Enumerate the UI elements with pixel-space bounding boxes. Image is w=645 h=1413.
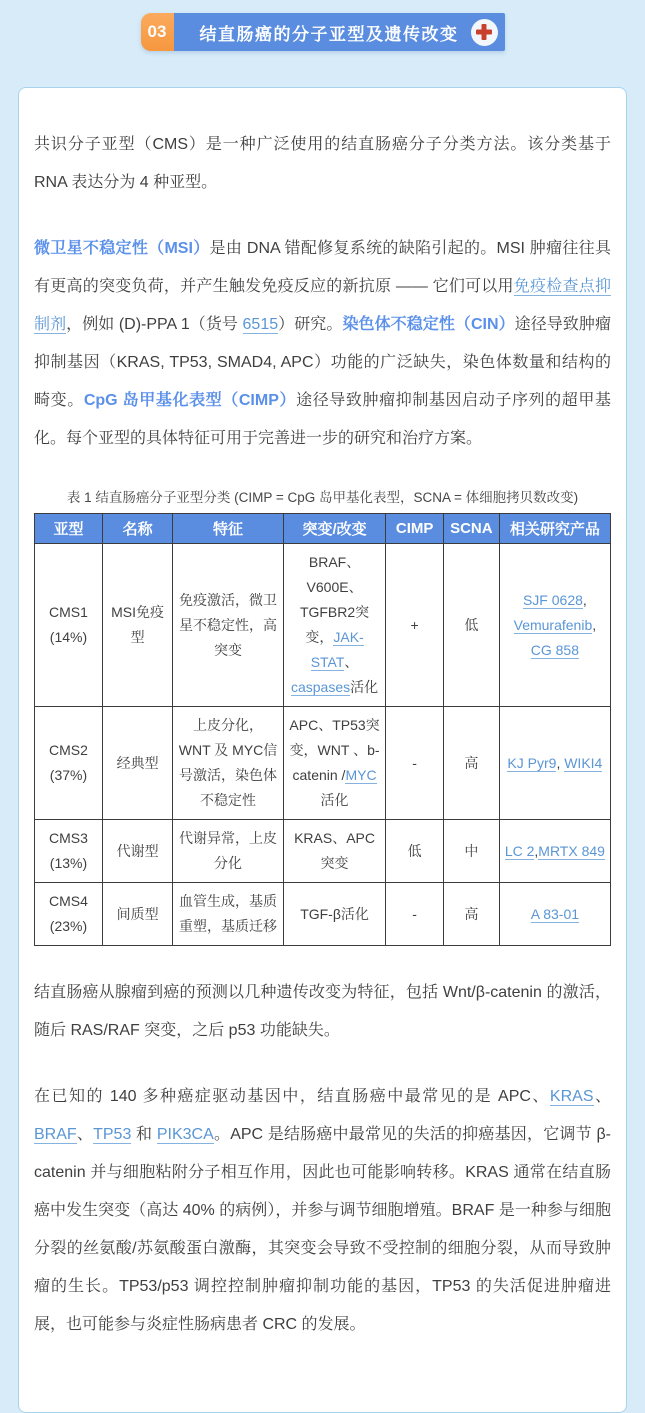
text-run: , (534, 842, 539, 859)
table-cell (35, 544, 103, 707)
paragraph-cms-intro (34, 126, 611, 202)
table-cell (386, 544, 444, 707)
text-run: - (412, 754, 417, 771)
paragraph-driver-genes (34, 1078, 611, 1344)
text-run: 上皮分化，WNT 及 MYC信号激活，染色体不稳定性 (178, 717, 278, 808)
table-cell (499, 883, 610, 946)
inline-link[interactable]: JAK-STAT (310, 629, 364, 670)
text-run: 经典型 (116, 754, 159, 771)
text-run: 血管生成，基质重塑，基质迁移 (179, 893, 277, 934)
table-header-cell: 名称 (102, 514, 172, 544)
text-run: CMS2 (37%) (49, 742, 88, 783)
inline-link[interactable]: Vemurafenib (513, 616, 593, 633)
text-run: 、 (344, 654, 359, 670)
table-cell (35, 820, 103, 883)
table-row (35, 544, 611, 707)
table-cell (443, 544, 499, 707)
table-cell (443, 883, 499, 946)
table-cell (102, 820, 172, 883)
table-cell (102, 707, 172, 820)
inline-link[interactable]: BRAF (34, 1126, 77, 1143)
section-header-group (141, 13, 505, 51)
text-run: , (592, 616, 597, 633)
table-cell (173, 544, 284, 707)
table-cell (443, 707, 499, 820)
highlight-term: CpG 岛甲基化表型（CIMP） (83, 392, 297, 409)
section-header (0, 0, 645, 51)
table-cell (35, 883, 103, 946)
text-run: 是由 DNA 错配修复系统的缺陷引起的。MSI 肿瘤往往具有更高的突变负荷，并产生触发免疫反应的新抗原 —— 它们可以用 (34, 240, 611, 295)
inline-link[interactable]: TP53 (93, 1126, 132, 1143)
text-run: 免疫激活，微卫星不稳定性，高突变 (179, 591, 277, 658)
table-cell (386, 707, 444, 820)
table-body (35, 544, 611, 946)
section-number-badge: 03 (141, 13, 174, 51)
table-cell (173, 707, 284, 820)
highlight-term: 染色体不稳定性（CIN） (342, 316, 515, 333)
inline-link[interactable]: KRAS (549, 1088, 594, 1105)
table-cell (283, 707, 386, 820)
text-run: 在已知的 140 多种癌症驱动基因中，结直肠癌中最常见的是 APC、 (34, 1088, 550, 1105)
text-run: BRAF、V600E、TGFBR2突变， (299, 554, 370, 645)
table-cell (173, 883, 284, 946)
text-run: 活化 (350, 679, 379, 695)
text-run: 。APC 是结肠癌中最常见的失活的抑癌基因，它调节 β-catenin 并与细胞粘附分子相互作用，因此也可能影响转移。KRAS 通常在结直肠癌中发生突变（高达 40% 的病例），并参与调节细胞增殖。BRAF 是一种参与细胞分裂的丝氨酸/苏氨酸蛋白激酶，其突变会导致不受控制的细胞分裂，从而导致肿瘤的生长。TP53/p53 调控控制肿瘤抑制功能的基因，TP53 的失活促进肿瘤进展，也可能参与炎症性肠病患者 CRC 的发展。 (34, 1126, 611, 1333)
text-run: 低 (464, 616, 479, 633)
text-run: - (412, 905, 417, 922)
table-header-row (35, 514, 611, 544)
text-run: + (410, 616, 419, 633)
inline-link[interactable]: 免疫检查点抑制剂 (34, 278, 611, 333)
text-run: 活化 (320, 792, 349, 808)
table-cell (386, 820, 444, 883)
text-run: 代谢异常，上皮分化 (179, 830, 277, 871)
table-header-cell: 突变/改变 (283, 514, 386, 544)
text-run: 高 (464, 905, 479, 922)
table-cell (443, 820, 499, 883)
table-cell (283, 544, 386, 707)
table-cell (102, 544, 172, 707)
inline-link[interactable]: MYC (345, 767, 377, 783)
inline-link[interactable]: PIK3CA (156, 1126, 214, 1143)
inline-link[interactable]: MRTX 849 (538, 842, 605, 859)
table-cell (386, 883, 444, 946)
inline-link[interactable]: 6515 (242, 316, 279, 333)
text-run: 结直肠癌从腺瘤到癌的预测以几种遗传改变为特征，包括 Wnt/β-catenin 的激活，随后 RAS/RAF 突变，之后 p53 功能缺失。 (34, 984, 611, 1039)
table-header-cell: 亚型 (35, 514, 103, 544)
table-header-cell: 相关研究产品 (499, 514, 610, 544)
inline-link[interactable]: WIKI4 (564, 754, 603, 771)
table-cell (499, 707, 610, 820)
table-cell (35, 707, 103, 820)
text-run: , (556, 754, 565, 771)
text-run: 和 (131, 1126, 157, 1143)
table-row (35, 707, 611, 820)
text-run: 中 (464, 842, 479, 859)
inline-link[interactable]: LC 2 (504, 842, 535, 859)
text-run: 途径导致肿瘤抑制基因（KRAS, TP53, SMAD4, APC）功能的广泛缺失，染色体数量和结构的畸变。 (34, 316, 611, 409)
text-run: ，例如 (D)-PPA 1（货号 (66, 316, 243, 333)
table-row (35, 883, 611, 946)
highlight-term: 微卫星不稳定性（MSI） (34, 240, 210, 257)
table-header-cell: CIMP (386, 514, 444, 544)
table-cell (173, 820, 284, 883)
table-row (35, 820, 611, 883)
text-run: 途径导致肿瘤抑制基因启动子序列的超甲基化。每个亚型的具体特征可用于完善进一步的研究和治疗方案。 (34, 392, 611, 447)
inline-link[interactable]: SJF 0628 (522, 591, 583, 608)
inline-link[interactable]: caspases (290, 679, 351, 695)
text-run: TGF-β活化 (300, 905, 369, 922)
paragraph-subtype-pathways (34, 230, 611, 458)
subtype-table (34, 513, 611, 946)
table-caption: 表 1 结直肠癌分子亚型分类 (CIMP = CpG 岛甲基化表型，SCNA = 体细胞拷贝数改变) (66, 490, 579, 505)
table-cell (102, 883, 172, 946)
inline-link[interactable]: CG 858 (530, 641, 579, 658)
paragraph-progression (34, 974, 611, 1050)
text-run: 低 (407, 842, 422, 859)
section-title-bar (174, 13, 505, 51)
text-run: 代谢型 (116, 842, 159, 859)
table-cell (283, 883, 386, 946)
table-header-cell: 特征 (173, 514, 284, 544)
inline-link[interactable]: KJ Pyr9 (507, 754, 557, 771)
text-run: ）研究。 (278, 316, 343, 333)
table-cell (499, 820, 610, 883)
table-cell (283, 820, 386, 883)
table-cell (499, 544, 610, 707)
text-run: 间质型 (116, 905, 159, 922)
text-run: 共识分子亚型（CMS）是一种广泛使用的结直肠癌分子分类方法。该分类基于 RNA 表达分为 4 种亚型。 (34, 136, 611, 191)
medical-plus-icon (471, 19, 498, 46)
text-run: , (582, 591, 587, 608)
table-header-cell: SCNA (443, 514, 499, 544)
text-run: KRAS、APC 突变 (294, 830, 376, 871)
section-title: 结直肠癌的分子亚型及遗传改变 (199, 24, 459, 44)
content-panel (18, 87, 627, 1413)
text-run: CMS3 (13%) (49, 830, 88, 871)
text-run: CMS1 (14%) (49, 604, 88, 645)
text-run: 高 (464, 754, 479, 771)
text-run: APC、TP53突变，WNT 、b-catenin / (289, 717, 380, 783)
text-run: MSI免疫型 (111, 604, 165, 645)
inline-link[interactable]: A 83-01 (530, 905, 580, 922)
text-run: CMS4 (23%) (49, 893, 88, 934)
text-run: 、 (593, 1088, 611, 1105)
text-run: 、 (76, 1126, 94, 1143)
